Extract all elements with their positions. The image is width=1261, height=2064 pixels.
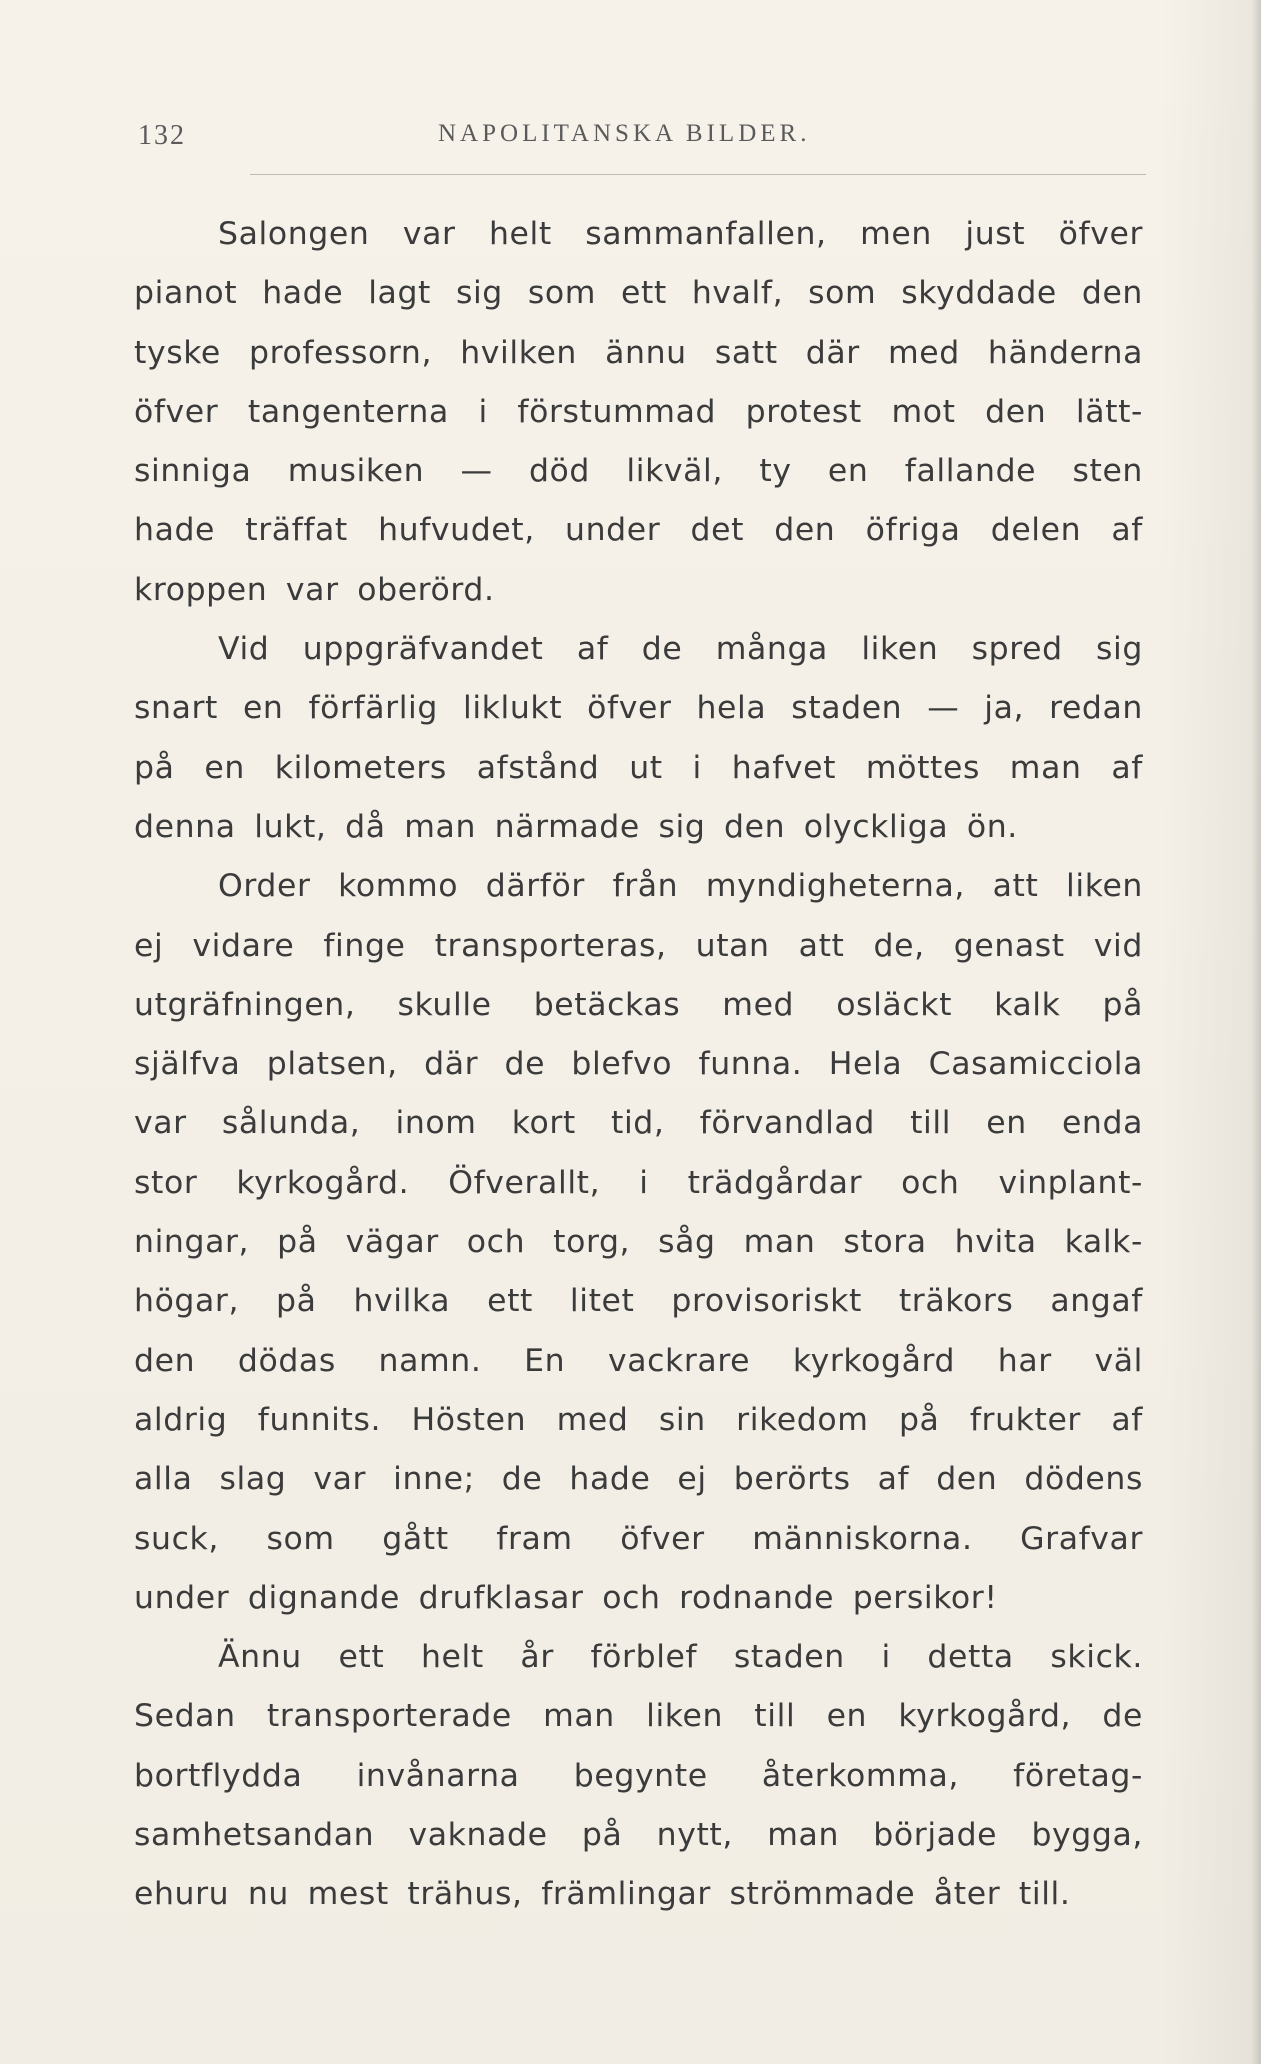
text-line: samhetsandan vaknade på nytt, man började bygga, — [134, 1817, 1143, 1854]
text-line: utgräfningen, skulle betäckas med osläckt kalk på — [134, 986, 1143, 1023]
text-line: öfver tangenterna i förstummad protest mot den lätt- — [134, 393, 1143, 430]
header-rule — [250, 174, 1146, 175]
text-line: under dignande drufklasar och rodnande persikor! — [134, 1579, 998, 1616]
body-text — [134, 205, 1143, 1925]
text-line: hade träffat hufvudet, under det den öfriga delen af — [134, 512, 1143, 549]
text-line: Vid uppgräfvandet af de många liken spred sig — [218, 631, 1143, 668]
text-line: tyske professorn, hvilken ännu satt där med händerna — [134, 334, 1143, 371]
text-line: Sedan transporterade man liken till en kyrkogård, de — [134, 1698, 1143, 1735]
page-header — [138, 120, 1146, 160]
text-line: pianot hade lagt sig som ett hvalf, som skyddade den — [134, 275, 1143, 312]
running-title: NAPOLITANSKA BILDER. — [438, 120, 811, 147]
text-line: på en kilometers afstånd ut i hafvet möttes man af — [134, 749, 1143, 786]
text-line: alla slag var inne; de hade ej berörts af den dödens — [134, 1461, 1143, 1498]
text-line: sinniga musiken — död likväl, ty en fallande sten — [134, 453, 1143, 490]
text-line: ej vidare finge transporteras, utan att de, genast vid — [134, 927, 1143, 964]
text-line: Order kommo därför från myndigheterna, att liken — [218, 868, 1143, 905]
text-line: Salongen var helt sammanfallen, men just öfver — [218, 216, 1143, 252]
text-line: ningar, på vägar och torg, såg man stora hvita kalk- — [134, 1224, 1143, 1261]
text-line: stor kyrkogård. Öfverallt, i trädgårdar och vinplant- — [134, 1164, 1143, 1201]
text-line: bortflydda invånarna begynte återkomma, företag- — [134, 1757, 1143, 1794]
text-line: kroppen var oberörd. — [134, 571, 495, 608]
page-edge-shadow — [1251, 0, 1261, 2064]
text-line: aldrig funnits. Hösten med sin rikedom på frukter af — [134, 1401, 1143, 1438]
text-line: själfva platsen, där de blefvo funna. Hela Casamicciola — [134, 1046, 1143, 1083]
text-line: Ännu ett helt år förblef staden i detta skick. — [218, 1639, 1143, 1676]
text-line: högar, på hvilka ett litet provisoriskt träkors angaf — [134, 1283, 1143, 1320]
page-number: 132 — [138, 120, 186, 151]
text-line: snart en förfärlig liklukt öfver hela staden — ja, redan — [134, 690, 1143, 727]
text-line: ehuru nu mest trähus, främlingar strömmade åter till. — [134, 1876, 1071, 1913]
text-line: den dödas namn. En vackrare kyrkogård har väl — [134, 1342, 1143, 1379]
text-line: denna lukt, då man närmade sig den olyckliga ön. — [134, 808, 1018, 845]
text-line: var sålunda, inom kort tid, förvandlad till en enda — [134, 1105, 1143, 1142]
text-line: suck, som gått fram öfver människorna. Grafvar — [134, 1520, 1143, 1557]
